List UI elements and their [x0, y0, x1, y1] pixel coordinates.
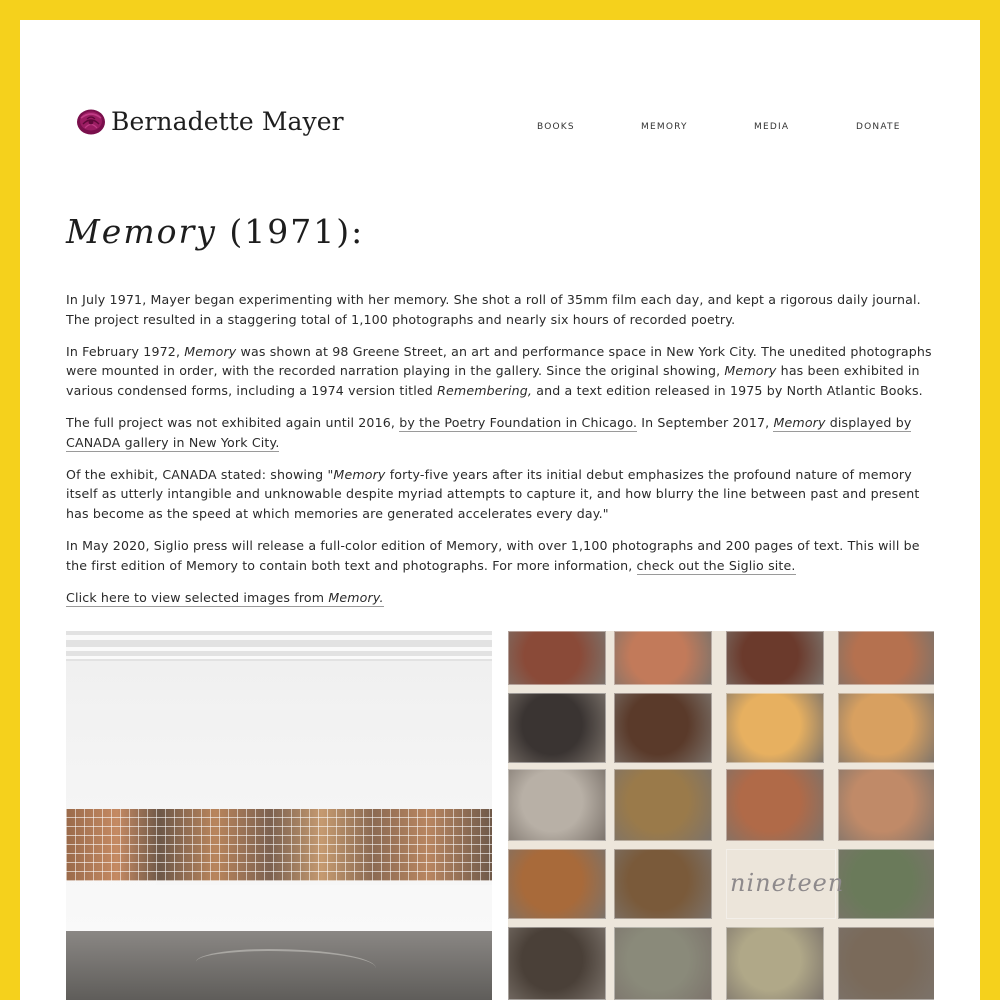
photo-grid-image	[508, 631, 934, 1000]
snapshot-grid	[508, 631, 934, 1000]
paragraph-4	[66, 465, 936, 524]
p2-italic-remembering: Remembering,	[437, 383, 533, 399]
ceiling-beam	[66, 647, 492, 651]
paragraph-2	[66, 342, 936, 401]
p3-text-b: In September 2017,	[637, 414, 774, 430]
snapshot-tile	[614, 769, 712, 841]
ceiling-beam	[66, 656, 492, 659]
p2-text-a: In February 1972,	[66, 343, 185, 359]
gallery-ceiling	[66, 631, 492, 661]
gallery-installation-image	[66, 631, 492, 1000]
siglio-site-link[interactable]: check out the Siglio site.	[636, 557, 796, 573]
snapshot-tile	[838, 849, 934, 919]
p3-text-a: The full project was not exhibited again until 2016,	[66, 414, 400, 430]
snapshot-tile	[726, 693, 824, 763]
title-rest: (1971):	[216, 212, 365, 251]
canada-link-rest: displayed by CANADA gallery in New York City.	[66, 414, 912, 450]
p2-italic-memory-2: Memory	[724, 363, 777, 379]
snapshot-tile	[838, 927, 934, 1000]
p2-text-g: and a text edition released in 1975 by North Atlantic Books.	[532, 383, 923, 399]
snapshot-tile	[508, 631, 606, 685]
p2-text-e: has been exhibited in various condensed forms, including a 1974 version titled	[66, 363, 920, 399]
photo-strip-gap	[156, 881, 492, 885]
site-title: Bernadette Mayer	[111, 107, 344, 136]
p5-text-a: In May 2020, Siglio press will release a full-color edition of Memory, with over 1,100 photographs and 200 pages of text. This will be the first edition of Memory to contain both text and photographs. For more information,	[66, 537, 920, 573]
nav-donate[interactable]: DONATE	[856, 122, 901, 132]
poetry-foundation-link[interactable]: by the Poetry Foundation in Chicago.	[399, 414, 638, 430]
images-link-italic: Memory.	[328, 589, 384, 605]
snapshot-tile	[614, 849, 712, 919]
snapshot-tile	[508, 927, 606, 1000]
snapshot-tile	[614, 693, 712, 763]
snapshot-tile	[614, 631, 712, 685]
p2-italic-memory: Memory	[184, 343, 237, 359]
p4-text-a: Of the exhibit, CANADA stated: showing "	[66, 466, 334, 482]
paragraph-5	[66, 536, 936, 576]
article-body	[66, 290, 936, 619]
canada-link-italic: Memory	[773, 414, 826, 430]
snapshot-tile	[838, 693, 934, 763]
snapshot-tile	[508, 693, 606, 763]
title-italic: Memory	[66, 212, 217, 251]
nav-books[interactable]: BOOKS	[537, 122, 575, 132]
p4-italic-memory: Memory	[333, 466, 386, 482]
main-nav	[20, 122, 980, 138]
snapshot-tile	[838, 769, 934, 841]
photo-strip	[66, 809, 492, 881]
paragraph-6	[66, 588, 936, 608]
site-header	[20, 20, 980, 220]
selected-images-link[interactable]	[66, 590, 384, 607]
ceiling-beam	[66, 635, 492, 640]
snapshot-tile	[726, 769, 824, 841]
page	[20, 20, 980, 1000]
snapshot-tile	[726, 927, 824, 1000]
p2-text-c: was shown at 98 Greene Street, an art and performance space in New York City. The unedited photographs were mounted in order, with the recorded narration playing in the gallery. Since the original showing,	[66, 343, 932, 379]
snapshot-tile	[614, 927, 712, 1000]
snapshot-tile	[726, 631, 824, 685]
snapshot-tile	[508, 849, 606, 919]
snapshot-tile	[838, 631, 934, 685]
images-link-text: Click here to view selected images from	[66, 589, 329, 605]
nav-media[interactable]: MEDIA	[754, 122, 790, 132]
page-title	[66, 212, 364, 251]
paragraph-3	[66, 413, 936, 453]
gallery-wall	[66, 661, 492, 931]
snapshot-tile	[508, 769, 606, 841]
paragraph-1: In July 1971, Mayer began experimenting with her memory. She shot a roll of 35mm film each day, and kept a rigorous daily journal. The project resulted in a staggering total of 1,100 photographs and nearly six hours of recorded poetry.	[66, 292, 921, 327]
nav-memory[interactable]: MEMORY	[641, 122, 688, 132]
p4-text-c: forty-five years after its initial debut emphasizes the profound nature of memory itself as utterly intangible and unknowable despite myriad attempts to capture it, and how blurry the line between past and present has become as the speed at which memories are generated accelerates every day."	[66, 466, 920, 522]
handwritten-nineteen: nineteen	[730, 869, 845, 897]
